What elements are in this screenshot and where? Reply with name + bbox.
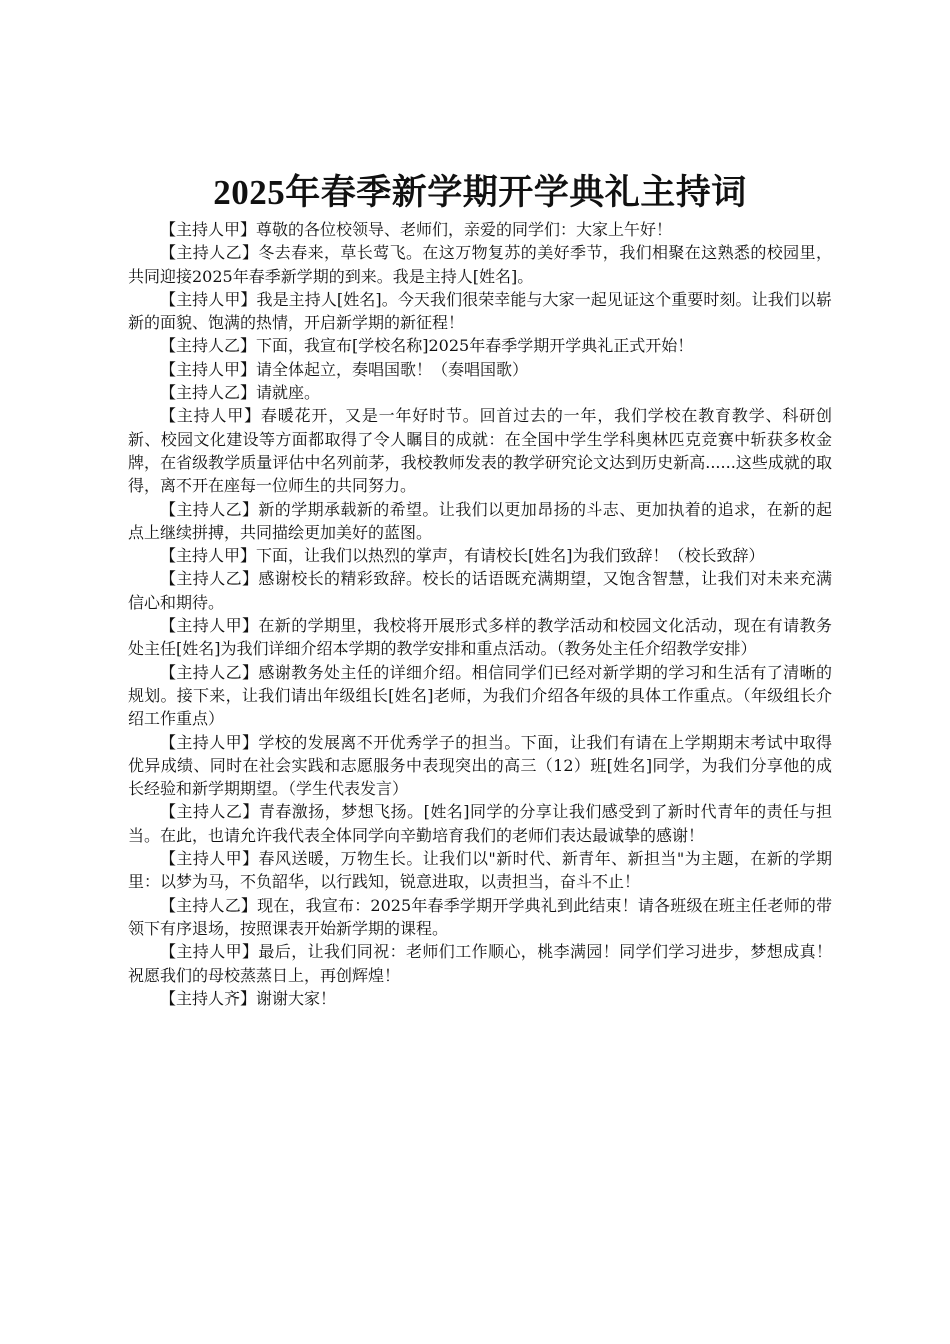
paragraph bbox=[128, 847, 832, 894]
paragraph-text: 我是主持人[姓名]。今天我们很荣幸能与大家一起见证这个重要时刻。让我们以崭新的面貌、饱满的热情，开启新学期的新征程！ bbox=[128, 289, 832, 333]
speaker-tag: 【主持人乙】 bbox=[160, 383, 257, 403]
speaker-tag: 【主持人齐】 bbox=[160, 988, 257, 1008]
paragraph bbox=[128, 498, 832, 545]
paragraph-text: 在新的学期里，我校将开展形式多样的教学活动和校园文化活动，现在有请教务处主任[姓名]为我们详细介绍本学期的教学安排和重点活动。（教务处主任介绍教学安排） bbox=[128, 616, 832, 659]
speaker-tag: 【主持人甲】 bbox=[160, 359, 257, 379]
speaker-tag: 【主持人乙】 bbox=[160, 243, 259, 263]
speaker-tag: 【主持人乙】 bbox=[160, 336, 257, 356]
speaker-tag: 【主持人乙】 bbox=[160, 895, 258, 915]
paragraph bbox=[128, 334, 832, 357]
paragraph bbox=[128, 940, 832, 987]
paragraph-text: 最后，让我们同祝：老师们工作顺心，桃李满园！同学们学习进步，梦想成真！祝愿我们的母校蒸蒸日上，再创辉煌！ bbox=[128, 942, 832, 985]
speaker-tag: 【主持人甲】 bbox=[160, 406, 261, 426]
speaker-tag: 【主持人甲】 bbox=[160, 849, 259, 869]
speaker-tag: 【主持人甲】 bbox=[160, 616, 259, 636]
paragraph bbox=[128, 218, 832, 241]
document-title: 2025年春季新学期开学典礼主持词 bbox=[213, 173, 747, 212]
paragraph-text: 请就座。 bbox=[256, 383, 321, 403]
paragraph-text: 下面，我宣布[学校名称]2025年春季学期开学典礼正式开始！ bbox=[256, 336, 694, 356]
paragraph-text: 感谢校长的精彩致辞。校长的话语既充满期望，又饱含智慧，让我们对未来充满信心和期待。 bbox=[128, 569, 832, 612]
speaker-tag: 【主持人乙】 bbox=[160, 662, 259, 682]
document-body bbox=[128, 218, 832, 1010]
speaker-tag: 【主持人甲】 bbox=[160, 942, 259, 962]
document-page bbox=[128, 168, 832, 1010]
paragraph bbox=[128, 661, 832, 731]
speaker-tag: 【主持人甲】 bbox=[160, 732, 259, 752]
paragraph bbox=[128, 544, 832, 567]
paragraph bbox=[128, 800, 832, 847]
paragraph-text: 春风送暖，万物生长。让我们以"新时代、新青年、新担当"为主题，在新的学期里：以梦为马，不负韶华，以行践知，锐意进取，以责担当，奋斗不止！ bbox=[128, 849, 832, 892]
paragraph-text: 新的学期承载新的希望。让我们以更加昂扬的斗志、更加执着的追求，在新的起点上继续拼搏，共同描绘更加美好的蓝图。 bbox=[128, 499, 832, 542]
paragraph-text: 春暖花开，又是一年好时节。回首过去的一年，我们学校在教育教学、科研创新、校园文化建设等方面都取得了令人瞩目的成就：在全国中学生学科奥林匹克竞赛中斩获多枚金牌，在省级教学质量评估中名列前茅，我校教师发表的教学研究论文达到历史新高......这些成就的取得，离不开在座每一位师生的共同努力。 bbox=[128, 406, 832, 496]
paragraph bbox=[128, 241, 832, 288]
speaker-tag: 【主持人乙】 bbox=[160, 499, 259, 519]
speaker-tag: 【主持人乙】 bbox=[160, 569, 259, 589]
paragraph-text: 尊敬的各位校领导、老师们，亲爱的同学们：大家上午好！ bbox=[256, 220, 673, 239]
paragraph bbox=[128, 404, 832, 497]
paragraph bbox=[128, 731, 832, 801]
paragraph bbox=[128, 358, 832, 381]
paragraph bbox=[128, 288, 832, 335]
paragraph bbox=[128, 987, 832, 1010]
paragraph bbox=[128, 567, 832, 614]
paragraph-text: 现在，我宣布：2025年春季学期开学典礼到此结束！请各班级在班主任老师的带领下有序退场，按照课表开始新学期的课程。 bbox=[128, 895, 832, 938]
paragraph-text: 下面，让我们以热烈的掌声，有请校长[姓名]为我们致辞！（校长致辞） bbox=[256, 546, 765, 566]
paragraph bbox=[128, 614, 832, 661]
speaker-tag: 【主持人甲】 bbox=[160, 289, 257, 309]
paragraph-text: 谢谢大家！ bbox=[256, 988, 337, 1008]
paragraph bbox=[128, 381, 832, 404]
speaker-tag: 【主持人甲】 bbox=[160, 546, 257, 566]
paragraph-text: 感谢教务处主任的详细介绍。相信同学们已经对新学期的学习和生活有了清晰的规划。接下来，让我们请出年级组长[姓名]老师，为我们介绍各年级的具体工作重点。（年级组长介绍工作重点） bbox=[128, 662, 832, 729]
paragraph-text: 冬去春来，草长莺飞。在这万物复苏的美好季节，我们相聚在这熟悉的校园里，共同迎接2025年春季新学期的到来。我是主持人[姓名]。 bbox=[128, 243, 832, 286]
paragraph bbox=[128, 894, 832, 941]
paragraph-text: 学校的发展离不开优秀学子的担当。下面，让我们有请在上学期期末考试中取得优异成绩、同时在社会实践和志愿服务中表现突出的高三（12）班[姓名]同学，为我们分享他的成长经验和新学期期望。（学生代表发言） bbox=[128, 732, 832, 799]
paragraph-text: 请全体起立，奏唱国歌！（奏唱国歌） bbox=[256, 359, 529, 379]
paragraph-text: 青春激扬，梦想飞扬。[姓名]同学的分享让我们感受到了新时代青年的责任与担当。在此，也请允许我代表全体同学向辛勤培育我们的老师们表达最诚挚的感谢！ bbox=[128, 802, 832, 845]
speaker-tag: 【主持人乙】 bbox=[160, 802, 259, 822]
speaker-tag: 【主持人甲】 bbox=[160, 220, 257, 239]
